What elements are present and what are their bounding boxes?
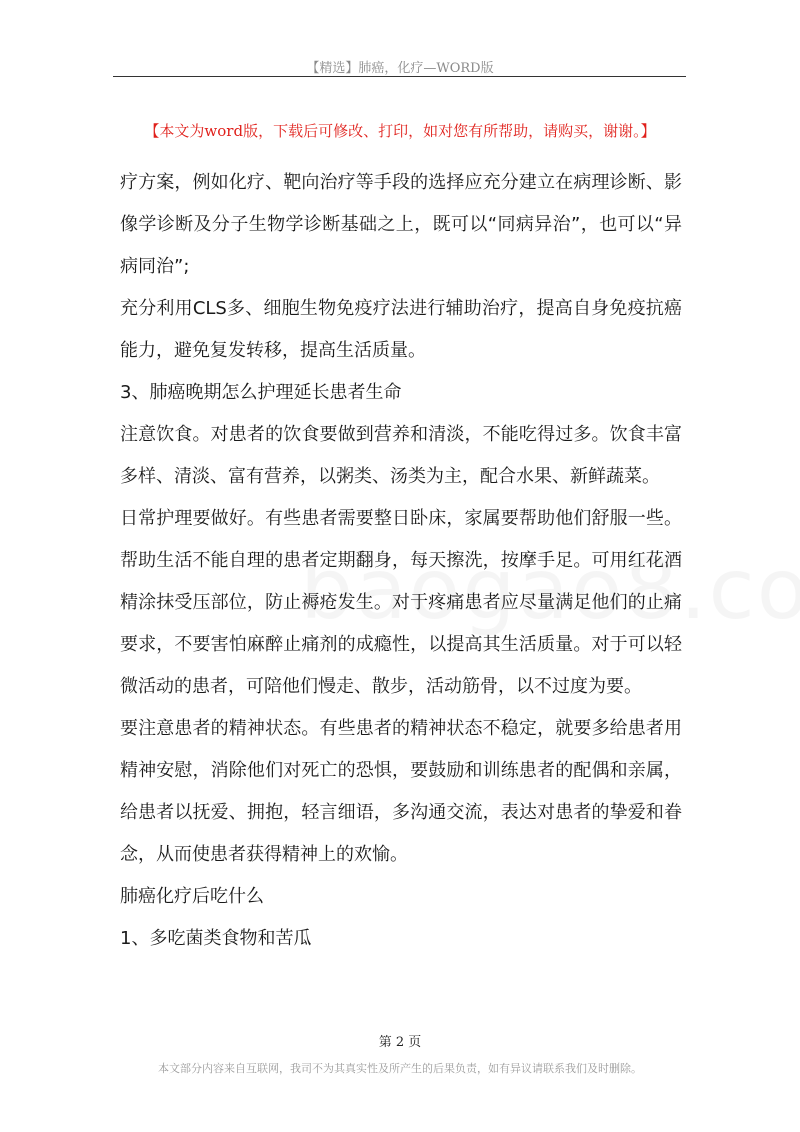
paragraph: 充分利用CLS多、细胞生物免疫疗法进行辅助治疗，提高自身免疫抗癌能力，避免复发转移，提高生活质量。 <box>120 298 682 361</box>
download-notice: 【本文为word版，下载后可修改、打印，如对您有所帮助，请购买，谢谢。】 <box>144 122 656 140</box>
section-heading: 3、肺癌晚期怎么护理延长患者生命 <box>120 382 402 403</box>
paragraph: 日常护理要做好。有些患者需要整日卧床，家属要帮助他们舒服一些。帮助生活不能自理的患者定期翻身，每天擦洗，按摩手足。可用红花酒精涂抹受压部位，防止褥疮发生。对于疼痛患者应尽量满足他们的止痛要求，不要害怕麻醉止痛剂的成瘾性，以提高其生活质量。对于可以轻微活动的患者，可陪他们慢走、散步，活动筋骨，以不过度为要。 <box>120 508 682 697</box>
header-divider <box>113 76 686 77</box>
section-heading: 1、多吃菌类食物和苦瓜 <box>120 928 312 949</box>
paragraph: 要注意患者的精神状态。有些患者的精神状态不稳定，就要多给患者用精神安慰，消除他们对死亡的恐惧，要鼓励和训练患者的配偶和亲属，给患者以抚爱、拥抱，轻言细语，多沟通交流，表达对患者的挚爱和眷念，从而使患者获得精神上的欢愉。 <box>120 718 682 865</box>
page-header: 【精选】肺癌，化疗—WORD版 <box>306 61 494 76</box>
page-footer: 本文部分内容来自互联网，我司不为其真实性及所产生的后果负责，如有异议请联系我们及时删除。 <box>158 1062 642 1075</box>
paragraph: 注意饮食。对患者的饮食要做到营养和清淡，不能吃得过多。饮食丰富多样、清淡、富有营养，以粥类、汤类为主，配合水果、新鲜蔬菜。 <box>120 424 682 487</box>
page-number: 第 2 页 <box>378 1035 422 1050</box>
document-body <box>120 162 682 960</box>
section-heading: 肺癌化疗后吃什么 <box>120 886 264 907</box>
paragraph: 疗方案，例如化疗、靶向治疗等手段的选择应充分建立在病理诊断、影像学诊断及分子生物学诊断基础之上，既可以“同病异治”，也可以“异病同治”; <box>120 172 682 277</box>
